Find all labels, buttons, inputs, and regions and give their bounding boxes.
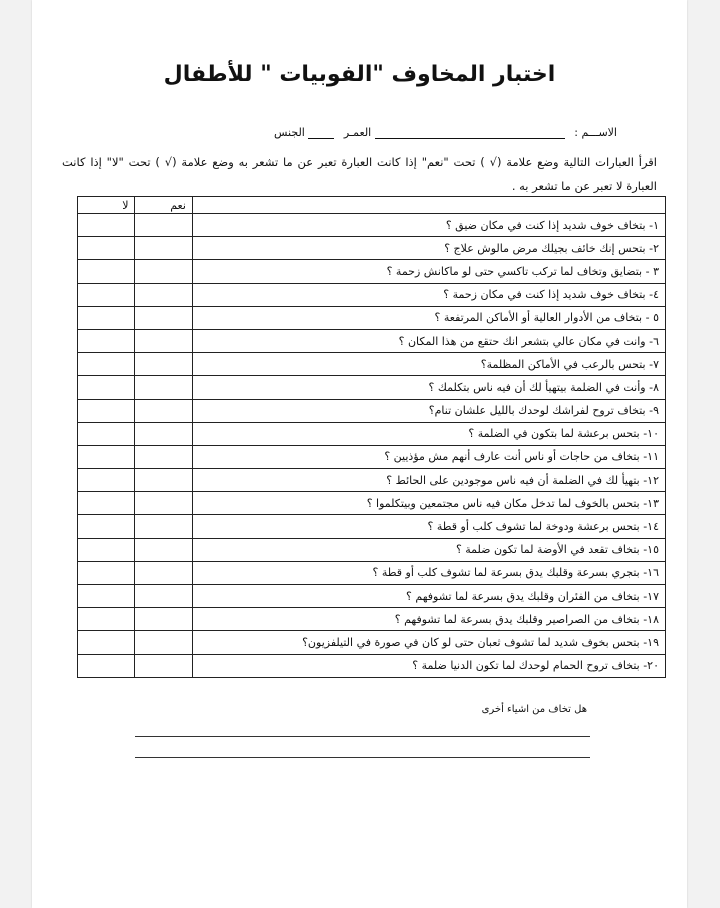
no-answer-cell[interactable] xyxy=(78,561,135,584)
questions-table xyxy=(77,196,666,678)
question-text: ١١- بتخاف من حاجات أو ناس أنت عارف أنهم مش مؤذيين ؟ xyxy=(192,445,665,468)
no-answer-cell[interactable] xyxy=(78,214,135,237)
question-text: ٢- بتحس إنك خائف بجيلك مرض مالوش علاج ؟ xyxy=(192,237,665,260)
yes-answer-cell[interactable] xyxy=(135,631,192,654)
yes-answer-cell[interactable] xyxy=(135,585,192,608)
table-row xyxy=(78,399,666,422)
no-answer-cell[interactable] xyxy=(78,399,135,422)
yes-header: نعم xyxy=(135,197,192,214)
table-row xyxy=(78,306,666,329)
table-row xyxy=(78,469,666,492)
no-answer-cell[interactable] xyxy=(78,237,135,260)
yes-answer-cell[interactable] xyxy=(135,376,192,399)
question-text: ٣ - بتضايق وتخاف لما تركب تاكسي حتى لو ماكانش زحمة ؟ xyxy=(192,260,665,283)
yes-answer-cell[interactable] xyxy=(135,654,192,677)
page-title: اختبار المخاوف "الفوبيات " للأطفال xyxy=(163,62,556,87)
question-text: ١٥- بتخاف تقعد في الأوضة لما تكون ضلمة ؟ xyxy=(192,538,665,561)
gender-label: الجنس xyxy=(274,126,305,139)
table-row xyxy=(78,608,666,631)
no-answer-cell[interactable] xyxy=(78,422,135,445)
table-header-row xyxy=(78,197,666,214)
question-text: ٩- بتخاف تروح لفراشك لوحدك بالليل علشان تنام؟ xyxy=(192,399,665,422)
question-header-cell xyxy=(192,197,665,214)
no-answer-cell[interactable] xyxy=(78,492,135,515)
no-answer-cell[interactable] xyxy=(78,631,135,654)
table-row xyxy=(78,237,666,260)
yes-answer-cell[interactable] xyxy=(135,492,192,515)
table-row xyxy=(78,631,666,654)
table-row xyxy=(78,445,666,468)
no-answer-cell[interactable] xyxy=(78,538,135,561)
question-text: ٥ - بتخاف من الأدوار العالية أو الأماكن المرتفعة ؟ xyxy=(192,306,665,329)
table-row xyxy=(78,422,666,445)
yes-answer-cell[interactable] xyxy=(135,260,192,283)
other-fears-question: هل تخاف من اشياء أخرى xyxy=(481,704,587,715)
yes-answer-cell[interactable] xyxy=(135,237,192,260)
question-text: ١- بتخاف خوف شديد إذا كنت في مكان ضيق ؟ xyxy=(192,214,665,237)
instructions-text: اقرأ العبارات التالية وضع علامة (√ ) تحت "نعم" إذا كانت العبارة تعبر عن ما تشعر به وضع علامة (√ ) تحت "لا" إذا كانت العبارة لا تعبر عن ما تشعر به . xyxy=(62,155,657,193)
no-answer-cell[interactable] xyxy=(78,585,135,608)
no-answer-cell[interactable] xyxy=(78,283,135,306)
no-answer-cell[interactable] xyxy=(78,306,135,329)
question-text: ٨- وأنت في الضلمة بيتهيأ لك أن فيه ناس بتكلمك ؟ xyxy=(192,376,665,399)
table-row xyxy=(78,515,666,538)
yes-answer-cell[interactable] xyxy=(135,214,192,237)
yes-answer-cell[interactable] xyxy=(135,399,192,422)
no-answer-cell[interactable] xyxy=(78,329,135,352)
no-answer-cell[interactable] xyxy=(78,353,135,376)
table-row xyxy=(78,585,666,608)
table-row xyxy=(78,538,666,561)
table-row xyxy=(78,654,666,677)
answer-line-1[interactable] xyxy=(135,736,590,737)
yes-answer-cell[interactable] xyxy=(135,538,192,561)
name-label: الاســـم : xyxy=(574,126,617,139)
table-row xyxy=(78,260,666,283)
question-text: ٢٠- بتخاف تروح الحمام لوحدك لما تكون الدنيا ضلمة ؟ xyxy=(192,654,665,677)
no-answer-cell[interactable] xyxy=(78,260,135,283)
question-text: ٦- وانت في مكان عالي بتشعر انك حتقع من هذا المكان ؟ xyxy=(192,329,665,352)
question-text: ١٨- بتخاف من الصراصير وقلبك يدق بسرعة لما تشوفهم ؟ xyxy=(192,608,665,631)
yes-answer-cell[interactable] xyxy=(135,445,192,468)
document-page xyxy=(32,0,687,908)
personal-info-line xyxy=(268,126,617,139)
age-blank-line[interactable] xyxy=(308,128,334,139)
name-blank-line[interactable] xyxy=(375,128,565,139)
question-text: ٧- بتحس بالرعب في الأماكن المظلمة؟ xyxy=(192,353,665,376)
question-text: ١٩- بتحس بخوف شديد لما تشوف ثعبان حتى لو كان في صورة في التيلفزيون؟ xyxy=(192,631,665,654)
yes-answer-cell[interactable] xyxy=(135,329,192,352)
no-answer-cell[interactable] xyxy=(78,608,135,631)
table-row xyxy=(78,376,666,399)
table-row xyxy=(78,353,666,376)
question-text: ١٧- بتخاف من الفئران وقلبك يدق بسرعة لما تشوفهم ؟ xyxy=(192,585,665,608)
no-header: لا xyxy=(78,197,135,214)
table-row xyxy=(78,561,666,584)
table-row xyxy=(78,492,666,515)
yes-answer-cell[interactable] xyxy=(135,353,192,376)
age-label: العمـر xyxy=(343,126,372,139)
question-text: ١٤- بتحس برعشة ودوخة لما تشوف كلب أو قطة ؟ xyxy=(192,515,665,538)
table-row xyxy=(78,329,666,352)
yes-answer-cell[interactable] xyxy=(135,283,192,306)
yes-answer-cell[interactable] xyxy=(135,561,192,584)
question-text: ١٣- بتحس بالخوف لما تدخل مكان فيه ناس مجتمعين وبيتكلموا ؟ xyxy=(192,492,665,515)
yes-answer-cell[interactable] xyxy=(135,422,192,445)
no-answer-cell[interactable] xyxy=(78,445,135,468)
yes-answer-cell[interactable] xyxy=(135,515,192,538)
no-answer-cell[interactable] xyxy=(78,654,135,677)
table-row xyxy=(78,214,666,237)
answer-line-2[interactable] xyxy=(135,757,590,758)
yes-answer-cell[interactable] xyxy=(135,469,192,492)
question-text: ١٦- بتجري بسرعة وقلبك يدق بسرعة لما تشوف كلب أو قطة ؟ xyxy=(192,561,665,584)
question-text: ٤- بتخاف خوف شديد إذا كنت في مكان زحمة ؟ xyxy=(192,283,665,306)
table-row xyxy=(78,283,666,306)
question-text: ١٢- بتهيأ لك في الضلمة أن فيه ناس موجودين على الحائط ؟ xyxy=(192,469,665,492)
no-answer-cell[interactable] xyxy=(78,469,135,492)
yes-answer-cell[interactable] xyxy=(135,306,192,329)
no-answer-cell[interactable] xyxy=(78,515,135,538)
yes-answer-cell[interactable] xyxy=(135,608,192,631)
question-text: ١٠- بتحس برعشة لما بتكون في الضلمة ؟ xyxy=(192,422,665,445)
no-answer-cell[interactable] xyxy=(78,376,135,399)
